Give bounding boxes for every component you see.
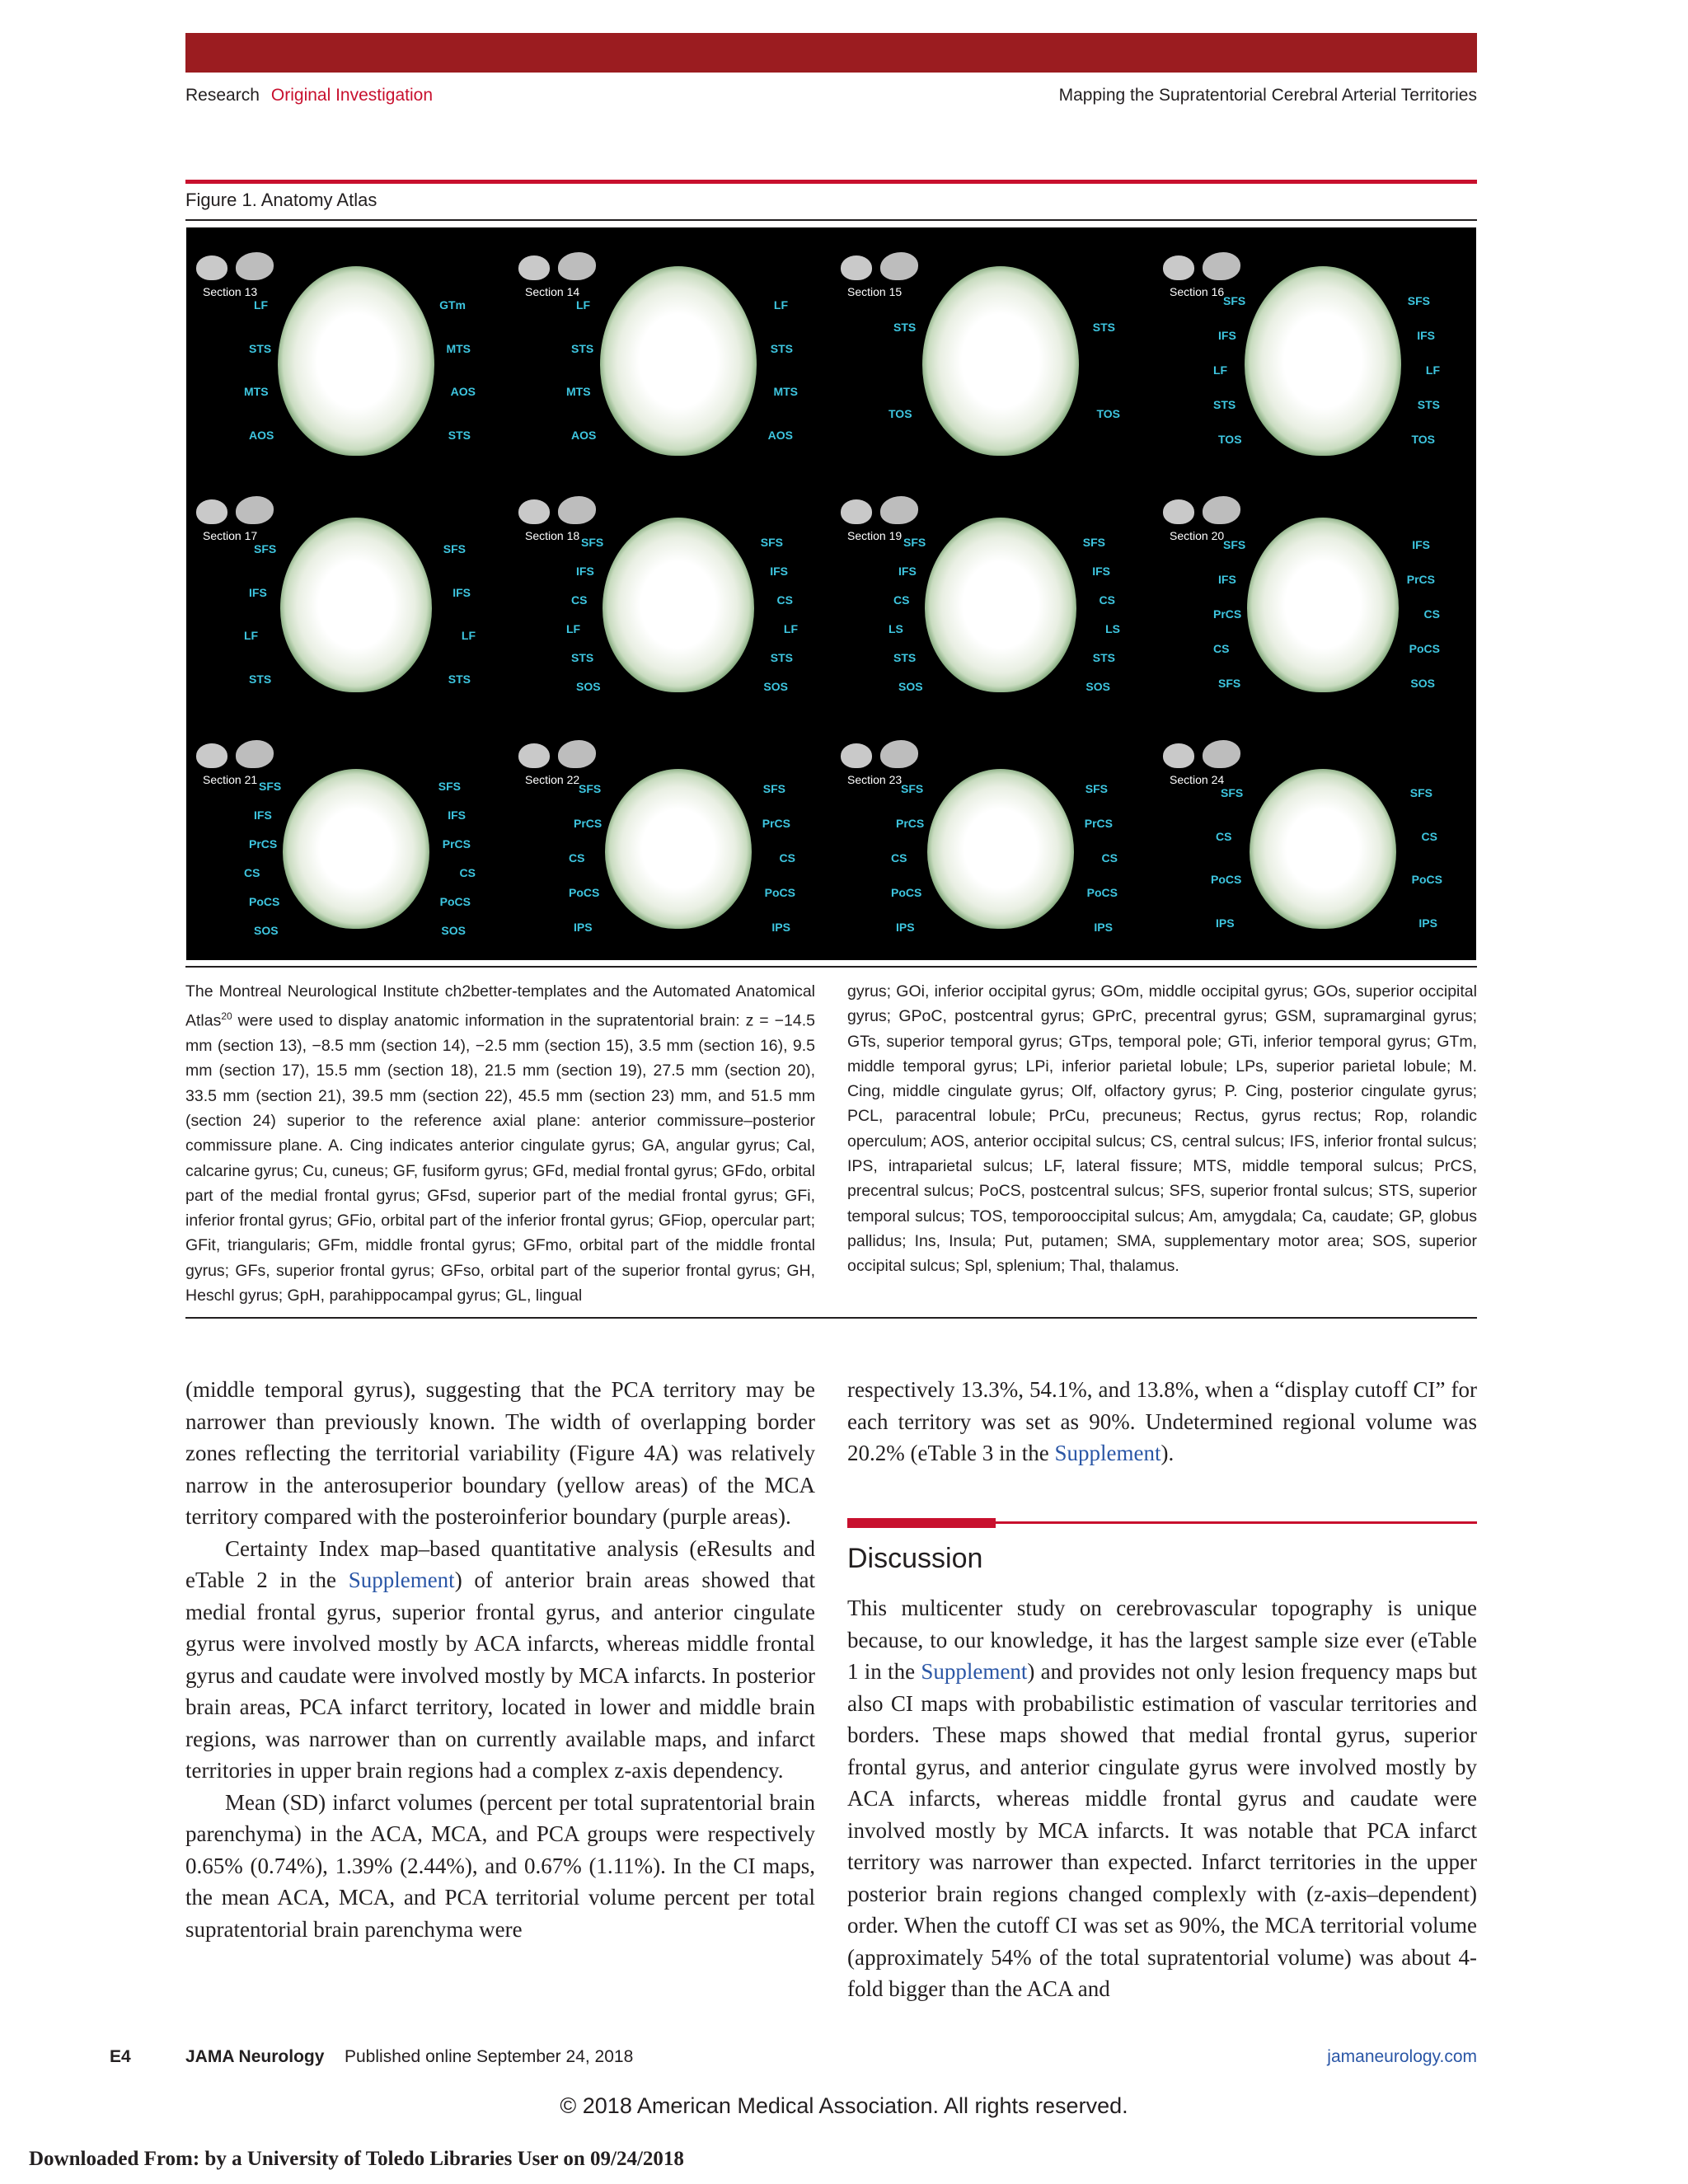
section-label: Section 24 — [1170, 773, 1225, 786]
sulcus-label: IFS — [1412, 538, 1430, 551]
axial-brain-slice — [600, 266, 757, 456]
sulcus-label: IFS — [1218, 573, 1236, 586]
sulcus-label: LF — [566, 621, 581, 635]
sulcus-label: PrCS — [762, 817, 790, 830]
paragraph — [847, 1592, 1477, 2005]
sulcus-label: TOS — [1096, 406, 1120, 420]
caption-text-cont: were used to display anatomic information in the supratentorial brain: z = −14.5 mm (section 13), −8.5 mm (section 14), −2.5 mm (section 15), 3.5 mm (section 16), 9.5 mm (section 17), 15.5 mm (section 18), 21.5 mm (section 19), 27.5 mm (section 20), 33.5 mm (section 21), 39.5 mm (section 22), 45.5 mm (section 23) mm, and 51.5 mm (section 24) superior to the reference axial plane: anterior commissure–posterior commissure plane. A. Cing indicates anterior cingulate gyrus; GA, angular gyrus; Cal, calcarine gyrus; Cu, cuneus; GF, fusiform gyrus; GFd, medial frontal gyrus; GFdo, orbital part of the medial frontal gyrus; GFsd, superior part of the medial frontal gyrus; GFi, inferior frontal gyrus; GFio, orbital part of the inferior frontal gyrus; GFiop, opercular part; GFit, triangularis; GFm, middle frontal gyrus; GFmo, orbital part of the middle frontal gyrus; GFs, superior frontal gyrus; GFso, orbital part of the superior frontal gyrus; GH, Heschl gyrus; GpH, parahippocampal gyrus; GL, lingual — [185, 1011, 815, 1305]
discussion-heading: Discussion — [847, 1543, 983, 1574]
paragraph — [847, 1374, 1477, 1469]
sulcus-label: PoCS — [1409, 642, 1440, 655]
sulcus-label: IPS — [771, 921, 790, 934]
sulcus-label: SFS — [254, 542, 277, 556]
sulcus-label: STS — [770, 341, 793, 355]
coronal-thumbnail — [518, 743, 550, 768]
section-label: Section 16 — [1170, 285, 1225, 298]
orientation-thumbnails — [518, 252, 604, 284]
coronal-thumbnail — [1163, 743, 1194, 768]
sulcus-label: IPS — [1216, 916, 1235, 930]
sulcus-label: PrCS — [574, 817, 603, 830]
section-label: Section 20 — [1170, 529, 1225, 542]
sagittal-thumbnail — [236, 740, 274, 768]
sagittal-thumbnail — [558, 740, 596, 768]
sulcus-label: PoCS — [1086, 886, 1118, 899]
sulcus-label: CS — [1213, 642, 1230, 655]
orientation-thumbnails — [841, 252, 926, 284]
caption-text: The Montreal Neurological Institute ch2better-templates and the Automated Anatomical Atlas — [185, 982, 815, 1030]
sulcus-label: IFS — [448, 808, 466, 822]
sulcus-label: SFS — [901, 782, 924, 795]
coronal-thumbnail — [518, 499, 550, 524]
sulcus-label: STS — [893, 650, 917, 664]
running-head-left — [185, 86, 433, 105]
sulcus-label: IFS — [1218, 329, 1236, 342]
orientation-thumbnails — [518, 740, 604, 772]
axial-brain-slice — [603, 518, 754, 692]
orientation-thumbnails — [1163, 496, 1249, 528]
sulcus-label: SFS — [762, 782, 785, 795]
sulcus-label: IFS — [1092, 564, 1110, 578]
sulcus-label: PrCS — [1406, 573, 1435, 586]
publication-date: Published online September 24, 2018 — [345, 2047, 634, 2066]
axial-brain-slice — [278, 266, 434, 456]
section-label: Section 15 — [847, 285, 903, 298]
sulcus-label: MTS — [566, 385, 591, 399]
atlas-panel — [831, 227, 1153, 471]
sulcus-label: IFS — [1417, 329, 1435, 342]
paragraph-text: ) of anterior brain areas showed that medial frontal gyrus, superior frontal gyrus, and anterior cingulate gyrus were involved mostly by ACA infarcts, whereas middle frontal gyrus and caudate were involved mostly by MCA infarcts. In posterior brain areas, PCA infarct territory, located in lower and middle brain regions, was narrower than on currently available maps, and infarct territories in upper brain regions had a complex z-axis dependency. — [185, 1568, 815, 1783]
sulcus-label: CS — [891, 851, 907, 865]
figure-title: Figure 1. Anatomy Atlas — [185, 190, 377, 210]
body-column-right-top — [847, 1374, 1477, 1469]
sulcus-label: SFS — [259, 779, 282, 793]
sulcus-label: CS — [244, 865, 260, 879]
sulcus-label: STS — [1213, 398, 1236, 411]
sulcus-label: LF — [773, 298, 788, 312]
paragraph — [185, 1533, 815, 1787]
sulcus-label: PoCS — [569, 886, 600, 899]
sulcus-label: TOS — [1218, 433, 1242, 446]
paragraph: Mean (SD) infarct volumes (percent per total supratentorial brain parenchyma) in the ACA, MCA, and PCA groups were respectively 0.65% (0.74%), 1.39% (2.44%), and 0.67% (1.11%). In the CI maps, the mean ACA, MCA, and PCA territorial volume percent per total supratentorial brain parenchyma were — [185, 1789, 815, 1942]
sulcus-label: SFS — [1218, 677, 1241, 690]
sagittal-thumbnail — [558, 252, 596, 280]
atlas-panel — [1153, 227, 1475, 471]
coronal-thumbnail — [841, 743, 872, 768]
sulcus-label: CS — [569, 851, 585, 865]
sagittal-thumbnail — [558, 496, 596, 524]
sulcus-label: SFS — [903, 535, 926, 549]
copyright-notice: © 2018 American Medical Association. All rights reserved. — [560, 2093, 1128, 2118]
sulcus-label: LS — [889, 621, 903, 635]
sagittal-thumbnail — [1203, 740, 1240, 768]
sulcus-label: STS — [770, 650, 793, 664]
sulcus-label: SOS — [763, 679, 788, 693]
sulcus-label: PoCS — [764, 886, 795, 899]
coronal-thumbnail — [196, 743, 227, 768]
sulcus-label: STS — [893, 320, 917, 334]
axial-brain-slice — [925, 518, 1076, 692]
sulcus-label: SOS — [1085, 679, 1110, 693]
axial-brain-slice — [1245, 266, 1401, 456]
paragraph-text: Certainty Index map–based quantitative analysis (eResults and eTable 2 in the — [185, 1535, 815, 1592]
sulcus-label: MTS — [446, 341, 471, 355]
axial-brain-slice — [280, 518, 432, 692]
figure-bottom-rule — [185, 966, 1477, 968]
discussion-rule-accent — [847, 1518, 996, 1528]
sulcus-label: SOS — [254, 923, 279, 937]
paragraph: (middle temporal gyrus), suggesting that the PCA territory may be narrower than previously known. The width of overlapping border zones reflecting the territorial variability (Figure 4A) was relatively narrow in the anterosuperior boundary (yellow areas) of the MCA territory compared with the posteroinferior boundary (purple areas). — [185, 1377, 815, 1529]
section-label: Section 13 — [203, 285, 258, 298]
orientation-thumbnails — [196, 496, 282, 528]
coronal-thumbnail — [841, 499, 872, 524]
atlas-panel — [1153, 471, 1475, 715]
section-label: Research — [185, 86, 260, 105]
sulcus-label: CS — [1423, 607, 1440, 621]
sulcus-label: STS — [1092, 320, 1115, 334]
sulcus-label: TOS — [1411, 433, 1435, 446]
sulcus-label: STS — [448, 428, 471, 442]
section-label: Section 21 — [203, 773, 258, 786]
section-label: Section 19 — [847, 529, 903, 542]
coronal-thumbnail — [196, 255, 227, 280]
atlas-panel — [509, 715, 831, 959]
coronal-thumbnail — [1163, 255, 1194, 280]
coronal-thumbnail — [518, 255, 550, 280]
supplement-link[interactable]: Supplement — [1054, 1441, 1161, 1465]
orientation-thumbnails — [196, 252, 282, 284]
caption-bottom-rule — [185, 1317, 1477, 1319]
sulcus-label: LF — [254, 298, 269, 312]
sagittal-thumbnail — [880, 740, 918, 768]
orientation-thumbnails — [196, 740, 282, 772]
journal-name: JAMA Neurology — [185, 2047, 325, 2066]
paragraph-text: This multicenter study on cerebrovascular topography is unique because, to our knowledge, it has the largest sample size ever (eTable 1 in the — [847, 1596, 1477, 1684]
sulcus-label: SOS — [898, 679, 923, 693]
sulcus-label: PoCS — [249, 894, 280, 908]
figure-title-rule — [185, 219, 1477, 221]
sulcus-label: AOS — [571, 428, 597, 442]
coronal-thumbnail — [841, 255, 872, 280]
sagittal-thumbnail — [880, 496, 918, 524]
atlas-panel — [186, 227, 509, 471]
sulcus-label: LF — [783, 621, 798, 635]
sulcus-label: IFS — [576, 564, 594, 578]
axial-brain-slice — [1247, 518, 1399, 692]
sagittal-thumbnail — [1203, 496, 1240, 524]
section-label: Section 22 — [525, 773, 580, 786]
atlas-panel — [186, 715, 509, 959]
sulcus-label: LF — [576, 298, 591, 312]
orientation-thumbnails — [841, 740, 926, 772]
sulcus-label: SOS — [441, 923, 466, 937]
sulcus-label: SFS — [1085, 782, 1108, 795]
sulcus-label: CS — [779, 851, 795, 865]
sulcus-label: CS — [571, 593, 588, 607]
axial-brain-slice — [1250, 769, 1396, 929]
coronal-thumbnail — [196, 499, 227, 524]
axial-brain-slice — [922, 266, 1079, 456]
sulcus-label: PrCS — [896, 817, 925, 830]
sulcus-label: IPS — [1094, 921, 1113, 934]
sulcus-label: TOS — [889, 406, 912, 420]
sulcus-label: LF — [1425, 363, 1440, 377]
sulcus-label: GTm — [439, 298, 466, 312]
sulcus-label: MTS — [244, 385, 269, 399]
sulcus-label: IPS — [574, 921, 593, 934]
body-column-right-discussion — [847, 1592, 1477, 2005]
sulcus-label: CS — [1216, 829, 1232, 843]
orientation-thumbnails — [841, 496, 926, 528]
sulcus-label: STS — [448, 672, 471, 686]
download-notice: Downloaded From: by a University of Toledo Libraries User on 09/24/2018 — [29, 2148, 684, 2170]
sulcus-label: SFS — [1223, 538, 1246, 551]
axial-brain-slice — [605, 769, 752, 929]
sulcus-label: IFS — [249, 585, 267, 599]
section-label: Section 17 — [203, 529, 258, 542]
orientation-thumbnails — [1163, 252, 1249, 284]
axial-brain-slice — [927, 769, 1074, 929]
section-label: Section 23 — [847, 773, 903, 786]
figure-caption-left — [185, 979, 815, 1308]
anatomy-atlas-figure — [186, 227, 1476, 960]
atlas-panel — [509, 227, 831, 471]
sulcus-label: PoCS — [439, 894, 471, 908]
sulcus-label: CS — [776, 593, 793, 607]
supplement-link[interactable]: Supplement — [348, 1568, 455, 1592]
paragraph-text: respectively 13.3%, 54.1%, and 13.8%, when a “display cutoff CI” for each territory was set as 90%. Undetermined regional volume was 20.2% (eTable 3 in the — [847, 1377, 1477, 1465]
sulcus-label: IPS — [896, 921, 915, 934]
sulcus-label: IFS — [770, 564, 788, 578]
orientation-thumbnails — [1163, 740, 1249, 772]
sulcus-label: SFS — [1223, 294, 1246, 307]
sulcus-label: MTS — [773, 385, 798, 399]
sagittal-thumbnail — [1203, 252, 1240, 280]
sulcus-label: AOS — [767, 428, 793, 442]
reference-superscript: 20 — [221, 1010, 232, 1023]
section-label: Section 18 — [525, 529, 580, 542]
section-label: Section 14 — [525, 285, 580, 298]
sulcus-label: CS — [893, 593, 910, 607]
body-column-left — [185, 1374, 815, 1945]
sulcus-label: SFS — [1407, 294, 1430, 307]
sulcus-label: PrCS — [1213, 607, 1242, 621]
paragraph-text: ) and provides not only lesion frequency maps but also CI maps with probabilistic estimation of vascular territories and borders. These maps showed that medial frontal gyrus, superior frontal gyrus, and anterior cingulate gyrus were involved mostly by ACA infarcts, whereas middle frontal gyrus and caudate were involved mostly by MCA infarcts. It was notable that PCA infarct territory was narrower than expected. Infarct territories in the upper posterior brain regions changed complexly with (z-axis–dependent) order. When the cutoff CI was set as 90%, the MCA territorial volume (approximately 54% of the total supratentorial volume) was about 4-fold bigger than the ACA and — [847, 1659, 1477, 2001]
article-type: Original Investigation — [270, 86, 433, 105]
atlas-panel — [186, 471, 509, 715]
sulcus-label: PoCS — [1211, 873, 1242, 887]
sulcus-label: LF — [461, 629, 476, 643]
sulcus-label: AOS — [450, 385, 476, 399]
sulcus-label: SFS — [1082, 535, 1105, 549]
sulcus-label: IFS — [452, 585, 471, 599]
sulcus-label: CS — [1421, 829, 1437, 843]
sulcus-label: CS — [459, 865, 476, 879]
sulcus-label: SFS — [581, 535, 604, 549]
sulcus-label: PrCS — [249, 837, 278, 851]
sulcus-label: LS — [1105, 621, 1120, 635]
axial-brain-slice — [283, 769, 429, 929]
journal-website-link[interactable]: jamaneurology.com — [1327, 2047, 1477, 2066]
sagittal-thumbnail — [236, 496, 274, 524]
sulcus-label: CS — [1099, 593, 1115, 607]
sulcus-label: PrCS — [1084, 817, 1113, 830]
sulcus-label: PoCS — [1411, 873, 1442, 887]
sulcus-label: SFS — [438, 779, 461, 793]
sulcus-label: STS — [249, 341, 272, 355]
sulcus-label: SFS — [579, 782, 602, 795]
atlas-panel — [831, 471, 1153, 715]
sulcus-label: SOS — [576, 679, 601, 693]
paragraph-text: ). — [1160, 1441, 1175, 1465]
sulcus-label: SFS — [1221, 786, 1244, 800]
sulcus-label: LF — [1213, 363, 1228, 377]
sulcus-label: SFS — [443, 542, 466, 556]
sulcus-label: PrCS — [442, 837, 471, 851]
figure-caption-right: gyrus; GOi, inferior occipital gyrus; GOm, middle occipital gyrus; GOs, superior occipital gyrus; GPoC, postcentral gyrus; GPrC, precentral gyrus; GSM, supramarginal gyrus; GTs, superior temporal gyrus; GTps, temporal pole; GTi, inferior temporal gyrus; GTm, middle temporal gyrus; LPi, inferior parietal lobule; LPs, superior parietal lobule; M. Cing, middle cingulate gyrus; Olf, olfactory gyrus; P. Cing, posterior cingulate gyrus; PCL, paracentral lobule; PrCu, precuneus; Rectus, gyrus rectus; Rop, rolandic operculum; AOS, anterior occipital sulcus; CS, central sulcus; IFS, inferior frontal sulcus; IPS, intraparietal sulcus; LF, lateral fissure; MTS, middle temporal sulcus; PrCS, precentral sulcus; PoCS, postcentral sulcus; SFS, superior frontal sulcus; STS, superior temporal sulcus; TOS, temporooccipital sulcus; Am, amygdala; Ca, caudate; GP, globus pallidus; Ins, Insula; Put, putamen; SMA, supplementary motor area; SOS, superior occipital sulcus; Spl, splenium; Thal, thalamus. — [847, 982, 1477, 1276]
atlas-panel — [1153, 715, 1475, 959]
header-color-bar — [185, 33, 1477, 73]
atlas-panel — [831, 715, 1153, 959]
sulcus-label: STS — [249, 672, 272, 686]
sulcus-label: SFS — [760, 535, 783, 549]
sulcus-label: CS — [1101, 851, 1118, 865]
supplement-link[interactable]: Supplement — [921, 1659, 1028, 1684]
figure-top-rule — [185, 180, 1477, 184]
sulcus-label: IPS — [1418, 916, 1437, 930]
orientation-thumbnails — [518, 496, 604, 528]
coronal-thumbnail — [1163, 499, 1194, 524]
sulcus-label: PoCS — [891, 886, 922, 899]
sulcus-label: LF — [244, 629, 259, 643]
page-number: E4 — [110, 2047, 131, 2066]
sulcus-label: STS — [571, 341, 594, 355]
sulcus-label: IFS — [898, 564, 917, 578]
sulcus-label: STS — [1092, 650, 1115, 664]
sagittal-thumbnail — [880, 252, 918, 280]
atlas-panel — [509, 471, 831, 715]
sulcus-label: IFS — [254, 808, 272, 822]
sulcus-label: SOS — [1410, 677, 1435, 690]
running-head-title: Mapping the Supratentorial Cerebral Arterial Territories — [1058, 86, 1477, 105]
sagittal-thumbnail — [236, 252, 274, 280]
sulcus-label: STS — [1417, 398, 1440, 411]
sulcus-label: SFS — [1409, 786, 1432, 800]
sulcus-label: AOS — [249, 428, 274, 442]
sulcus-label: STS — [571, 650, 594, 664]
